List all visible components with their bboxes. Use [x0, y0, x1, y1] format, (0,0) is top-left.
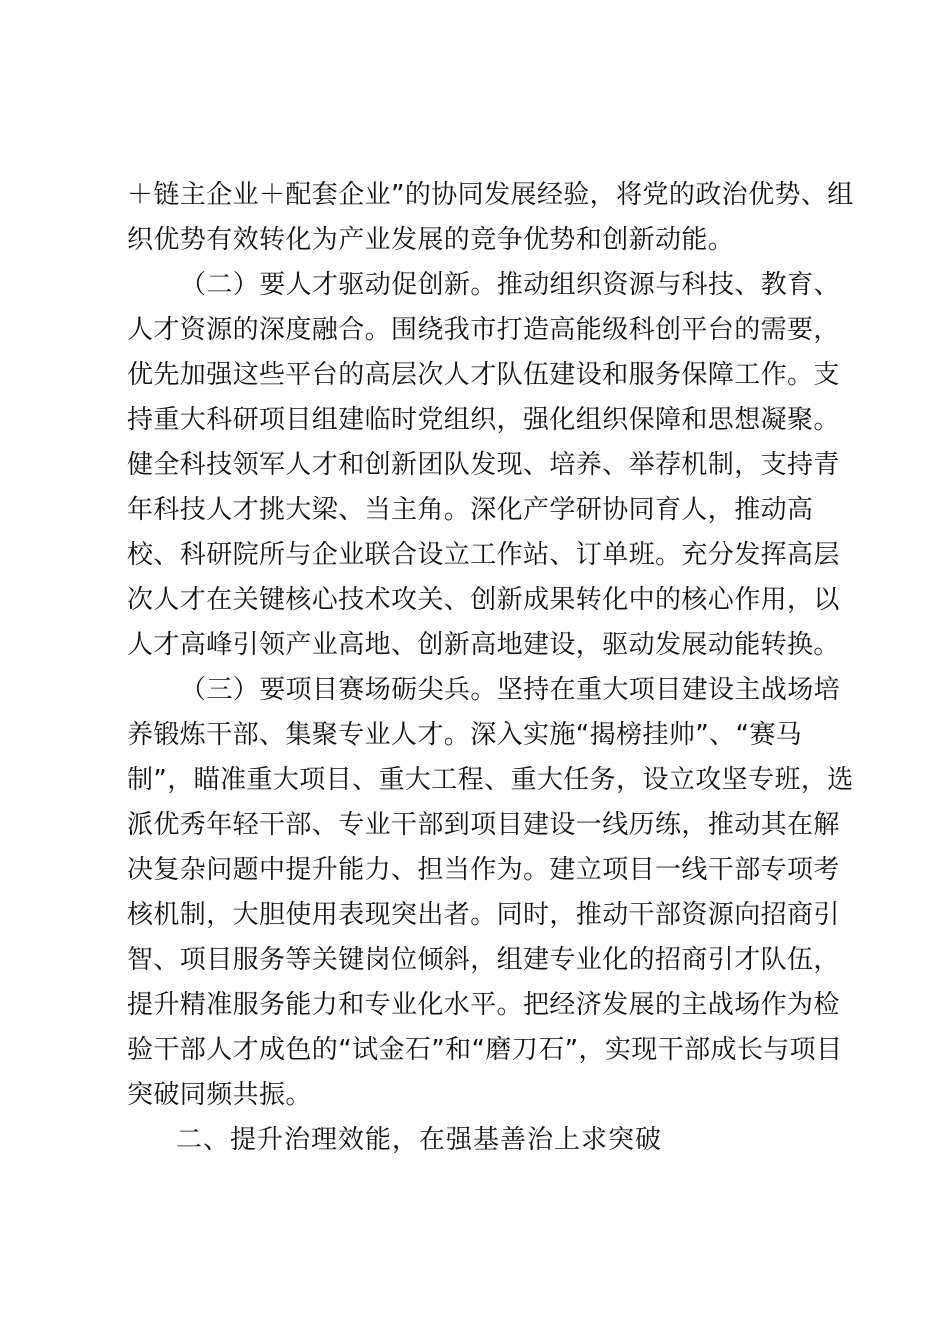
text-line: ＋链主企业＋配套企业”的协同发展经验，将党的政治优势、组 — [127, 180, 854, 210]
text-line: 校、科研院所与企业联合设立工作站、订单班。充分发挥高层 — [127, 540, 840, 570]
chapter-heading: 二、提升治理效能，在强基善治上求突破 — [176, 1125, 663, 1155]
section-heading-2: （二）要人才驱动促创新。推动组织资源与科技、教育、 — [180, 270, 841, 300]
text-line: 人才高峰引领产业高地、创新高地建设，驱动发展动能转换。 — [127, 630, 840, 660]
text-line: 派优秀年轻干部、专业干部到项目建设一线历练，推动其在解 — [127, 810, 840, 840]
text-line: 核机制，大胆使用表现突出者。同时，推动干部资源向招商引 — [127, 900, 840, 930]
text-line: 制”，瞄准重大项目、重大工程、重大任务，设立攻坚专班，选 — [127, 765, 854, 795]
text-line: 健全科技领军人才和创新团队发现、培养、举荐机制，支持青 — [127, 450, 840, 480]
text-line: 养锻炼干部、集聚专业人才。深入实施“揭榜挂帅”、“赛马 — [127, 720, 803, 750]
text-line: 持重大科研项目组建临时党组织，强化组织保障和思想凝聚。 — [127, 405, 840, 435]
text-line: 织优势有效转化为产业发展的竞争优势和创新动能。 — [127, 225, 735, 255]
text-line: 人才资源的深度融合。围绕我市打造高能级科创平台的需要， — [127, 315, 840, 345]
text-line: 次人才在关键核心技术攻关、创新成果转化中的核心作用，以 — [127, 585, 840, 615]
section-heading-3: （三）要项目赛场砺尖兵。坚持在重大项目建设主战场培 — [180, 675, 841, 705]
text-line: 验干部人才成色的“试金石”和“磨刀石”，实现干部成长与项目 — [127, 1035, 843, 1065]
text-line: 提升精准服务能力和专业化水平。把经济发展的主战场作为检 — [127, 990, 840, 1020]
text-line: 年科技人才挑大梁、当主角。深化产学研协同育人，推动高 — [127, 495, 814, 525]
text-line: 优先加强这些平台的高层次人才队伍建设和服务保障工作。支 — [127, 360, 840, 390]
text-line: 决复杂问题中提升能力、担当作为。建立项目一线干部专项考 — [127, 855, 840, 885]
text-line: 智、项目服务等关键岗位倾斜，组建专业化的招商引才队伍， — [127, 945, 840, 975]
text-line: 突破同频共振。 — [127, 1080, 312, 1110]
